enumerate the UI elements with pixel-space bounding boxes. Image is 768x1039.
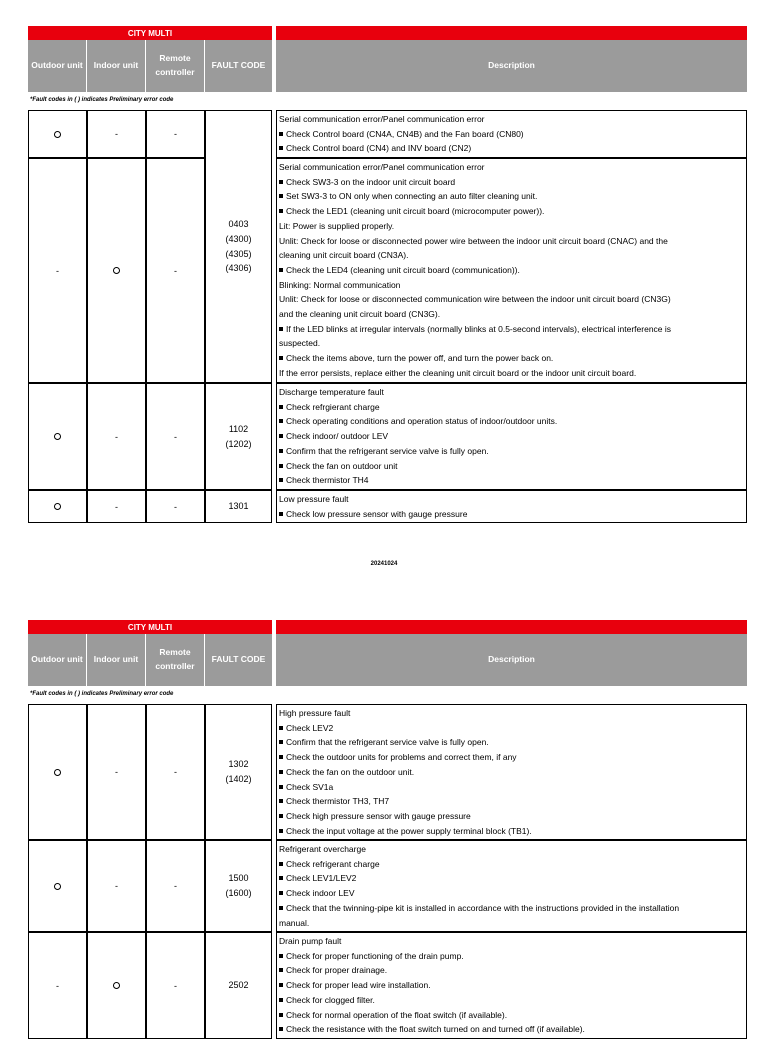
description-line xyxy=(279,901,745,916)
bullet-icon xyxy=(279,891,283,895)
description-line xyxy=(279,322,745,337)
description-text: Check that the twinning-pipe kit is installed in accordance with the instructions provided in the installation xyxy=(286,902,680,913)
bullet-icon xyxy=(279,770,283,774)
description-line xyxy=(279,963,745,978)
col-code-header: FAULT CODE xyxy=(205,634,272,686)
description-cell xyxy=(276,383,747,490)
bullet-icon xyxy=(279,829,283,833)
description-line xyxy=(279,735,745,750)
description-text: Check LEV1/LEV2 xyxy=(286,873,357,884)
preliminary-note: *Fault codes in ( ) indicates Preliminary error code xyxy=(30,691,174,697)
description-line xyxy=(279,750,745,765)
fault-code-cell xyxy=(205,110,272,383)
description-line xyxy=(279,112,745,127)
description-text: Check for proper functioning of the drain pump. xyxy=(286,950,464,961)
description-line xyxy=(279,842,745,857)
fault-code: 2502 xyxy=(228,980,249,991)
bullet-icon xyxy=(279,814,283,818)
dash-mark: - xyxy=(115,501,118,512)
bullet-icon xyxy=(279,862,283,866)
description-text: Confirm that the refrigerant service valve is fully open. xyxy=(286,445,489,456)
bullet-icon xyxy=(279,209,283,213)
table-cell-indoor xyxy=(87,158,146,383)
description-line xyxy=(279,263,745,278)
description-text: Drain pump fault xyxy=(279,936,342,946)
dash-mark: - xyxy=(174,265,177,276)
bullet-icon xyxy=(279,194,283,198)
dash-mark: - xyxy=(174,767,177,777)
fault-code-cell xyxy=(205,704,272,840)
col-desc-header: Description xyxy=(276,634,747,686)
table-cell-remote xyxy=(146,932,205,1039)
dash-mark: - xyxy=(115,881,118,891)
description-text: Check SV1a xyxy=(286,781,334,792)
bullet-icon xyxy=(279,876,283,880)
fault-code-cell xyxy=(205,932,272,1039)
description-text: Check the fan on outdoor unit xyxy=(286,460,398,471)
description-line xyxy=(279,160,745,175)
table-header xyxy=(28,26,747,92)
description-line xyxy=(279,857,745,872)
col-indoor-header: Indoor unit xyxy=(87,634,146,686)
col-desc-header: Description xyxy=(276,40,747,92)
description-text: cleaning unit circuit board (CN3A). xyxy=(279,250,409,261)
table-header xyxy=(28,620,747,686)
bullet-icon xyxy=(279,449,283,453)
description-text: Check refrgierant charge xyxy=(286,401,380,412)
bullet-icon xyxy=(279,512,283,516)
description-text: Check operating conditions and operation status of indoor/outdoor units. xyxy=(286,416,558,427)
description-line xyxy=(279,141,745,156)
description-text: Check the outdoor units for problems and correct them, if any xyxy=(286,752,517,763)
description-text: Check for proper lead wire installation. xyxy=(286,980,431,991)
table-cell-outdoor xyxy=(28,704,87,840)
description-text: Check the LED4 (cleaning unit circuit board (communication)). xyxy=(286,264,520,275)
brand-bar-right xyxy=(276,26,747,40)
description-cell xyxy=(276,490,747,523)
table-cell-outdoor xyxy=(28,840,87,932)
description-line xyxy=(279,706,745,721)
description-text: Unlit: Check for loose or disconnected communication wire between the indoor unit circuit board (CN3G) xyxy=(279,294,671,305)
description-line xyxy=(279,794,745,809)
fault-code-cell xyxy=(205,840,272,932)
description-text: Check for clogged filter. xyxy=(286,994,375,1005)
description-text: and the cleaning unit circuit board (CN3G). xyxy=(279,309,441,320)
description-text: suspected. xyxy=(279,338,321,349)
description-text: Check Control board (CN4A, CN4B) and the Fan board (CN80) xyxy=(286,128,524,139)
description-line xyxy=(279,1022,745,1037)
brand-bar: CITY MULTI xyxy=(28,26,272,40)
bullet-icon xyxy=(279,968,283,972)
col-remote-header: Remote controller xyxy=(146,634,205,686)
bullet-icon xyxy=(279,268,283,272)
description-line xyxy=(279,307,745,322)
description-text: Serial communication error/Panel communication error xyxy=(279,162,485,172)
description-text: Check for proper drainage. xyxy=(286,965,388,976)
table-cell-outdoor xyxy=(28,383,87,490)
fault-code-cell xyxy=(205,383,272,490)
table-cell-remote xyxy=(146,490,205,523)
description-line xyxy=(279,189,745,204)
description-text: Check the fan on the outdoor unit. xyxy=(286,766,415,777)
description-line xyxy=(279,780,745,795)
fault-code: 0403 (4300) (4305) (4306) xyxy=(225,218,252,274)
description-line xyxy=(279,507,745,522)
description-text: Check Control board (CN4) and INV board (CN2) xyxy=(286,143,472,154)
table-cell-outdoor xyxy=(28,490,87,523)
bullet-icon xyxy=(279,356,283,360)
description-text: Check thermistor TH3, TH7 xyxy=(286,796,390,807)
description-text: Unlit: Check for loose or disconnected power wire between the indoor unit circuit board (CNAC) and the xyxy=(279,235,668,246)
table-cell-remote xyxy=(146,704,205,840)
dash-mark: - xyxy=(115,431,118,442)
dash-mark: - xyxy=(174,980,177,991)
description-line xyxy=(279,175,745,190)
description-text: If the LED blinks at irregular intervals (normally blinks at 0.5-second intervals), electrical interference is xyxy=(286,323,672,334)
bullet-icon xyxy=(279,146,283,150)
bullet-icon xyxy=(279,1013,283,1017)
description-text: If the error persists, replace either the cleaning unit circuit board or the indoor unit circuit board. xyxy=(279,367,637,378)
description-text: Check high pressure sensor with gauge pressure xyxy=(286,810,471,821)
bullet-icon xyxy=(279,327,283,331)
description-line xyxy=(279,993,745,1008)
fault-code: 1301 xyxy=(228,501,249,512)
table-cell-indoor xyxy=(87,110,146,158)
col-code-header: FAULT CODE xyxy=(205,40,272,92)
description-text: Check the LED1 (cleaning unit circuit board (microcomputer power)). xyxy=(286,206,545,217)
bullet-icon xyxy=(279,180,283,184)
description-line xyxy=(279,429,745,444)
bullet-icon xyxy=(279,785,283,789)
bullet-icon xyxy=(279,726,283,730)
table-cell-remote xyxy=(146,840,205,932)
description-text: Check indoor/ outdoor LEV xyxy=(286,431,389,442)
circle-mark-icon xyxy=(54,433,61,440)
description-line xyxy=(279,204,745,219)
bullet-icon xyxy=(279,405,283,409)
description-text: Check refrigerant charge xyxy=(286,858,380,869)
description-text: High pressure fault xyxy=(279,708,351,718)
description-text: Serial communication error/Panel communication error xyxy=(279,114,485,124)
description-text: Check thermistor TH4 xyxy=(286,475,369,486)
col-outdoor-header: Outdoor unit xyxy=(28,40,87,92)
description-text: Check for normal operation of the float switch (if available). xyxy=(286,1009,508,1020)
description-text: Low pressure fault xyxy=(279,494,349,504)
col-remote-header: Remote controller xyxy=(146,40,205,92)
description-line xyxy=(279,292,745,307)
bullet-icon xyxy=(279,434,283,438)
circle-mark-icon xyxy=(54,769,61,776)
description-line xyxy=(279,336,745,351)
bullet-icon xyxy=(279,464,283,468)
description-line xyxy=(279,366,745,381)
table-cell-remote xyxy=(146,383,205,490)
circle-mark-icon xyxy=(54,503,61,510)
table-cell-outdoor xyxy=(28,932,87,1039)
description-line xyxy=(279,721,745,736)
table-cell-outdoor xyxy=(28,158,87,383)
bullet-icon xyxy=(279,998,283,1002)
description-line xyxy=(279,278,745,293)
description-text: manual. xyxy=(279,917,310,928)
description-text: Check LEV2 xyxy=(286,722,334,733)
description-line xyxy=(279,916,745,931)
description-cell xyxy=(276,704,747,840)
description-text: Refrigerant overcharge xyxy=(279,844,366,854)
description-line xyxy=(279,824,745,839)
dash-mark: - xyxy=(56,265,59,276)
circle-mark-icon xyxy=(113,267,120,274)
description-text: Check the items above, turn the power off, and turn the power back on. xyxy=(286,353,554,364)
table-cell-indoor xyxy=(87,840,146,932)
fault-code: 1302 (1402) xyxy=(225,759,252,784)
description-line xyxy=(279,934,745,949)
brand-bar: CITY MULTI xyxy=(28,620,272,634)
bullet-icon xyxy=(279,799,283,803)
description-line xyxy=(279,492,745,507)
description-line xyxy=(279,765,745,780)
dash-mark: - xyxy=(115,129,118,139)
table-cell-indoor xyxy=(87,490,146,523)
dash-mark: - xyxy=(174,881,177,891)
circle-mark-icon xyxy=(54,131,61,138)
description-line xyxy=(279,444,745,459)
fault-table-page-2 xyxy=(28,620,747,1035)
description-line xyxy=(279,351,745,366)
brand-bar-right xyxy=(276,620,747,634)
description-cell xyxy=(276,110,747,158)
table-cell-remote xyxy=(146,110,205,158)
table-cell-outdoor xyxy=(28,110,87,158)
dash-mark: - xyxy=(174,501,177,512)
table-cell-remote xyxy=(146,158,205,383)
description-line xyxy=(279,219,745,234)
bullet-icon xyxy=(279,755,283,759)
description-text: Check low pressure sensor with gauge pressure xyxy=(286,508,468,519)
dash-mark: - xyxy=(56,980,59,991)
document-date: 20241024 xyxy=(370,561,398,567)
table-cell-indoor xyxy=(87,383,146,490)
table-cell-indoor xyxy=(87,704,146,840)
description-line xyxy=(279,248,745,263)
bullet-icon xyxy=(279,954,283,958)
description-line xyxy=(279,978,745,993)
bullet-icon xyxy=(279,1027,283,1031)
bullet-icon xyxy=(279,132,283,136)
description-line xyxy=(279,127,745,142)
description-text: Check SW3-3 on the indoor unit circuit board xyxy=(286,176,456,187)
description-line xyxy=(279,1008,745,1023)
description-line xyxy=(279,414,745,429)
description-line xyxy=(279,871,745,886)
description-text: Discharge temperature fault xyxy=(279,387,384,397)
description-line xyxy=(279,886,745,901)
fault-code: 1102 (1202) xyxy=(225,423,252,449)
description-text: Check the input voltage at the power supply terminal block (TB1). xyxy=(286,825,532,836)
description-text: Set SW3-3 to ON only when connecting an auto filter cleaning unit. xyxy=(286,191,538,202)
description-cell xyxy=(276,932,747,1039)
description-line xyxy=(279,400,745,415)
preliminary-note: *Fault codes in ( ) indicates Preliminary error code xyxy=(30,97,174,103)
description-text: Blinking: Normal communication xyxy=(279,279,401,290)
description-text: Lit: Power is supplied properly. xyxy=(279,220,395,231)
dash-mark: - xyxy=(174,129,177,139)
fault-table-page-1 xyxy=(28,26,747,526)
description-text: Confirm that the refrigerant service valve is fully open. xyxy=(286,737,489,748)
circle-mark-icon xyxy=(113,982,120,989)
bullet-icon xyxy=(279,419,283,423)
bullet-icon xyxy=(279,906,283,910)
col-outdoor-header: Outdoor unit xyxy=(28,634,87,686)
fault-code-cell xyxy=(205,490,272,523)
description-line xyxy=(279,234,745,249)
table-cell-indoor xyxy=(87,932,146,1039)
description-text: Check the resistance with the float switch turned on and turned off (if available). xyxy=(286,1024,585,1035)
description-cell xyxy=(276,158,747,383)
bullet-icon xyxy=(279,740,283,744)
description-line xyxy=(279,949,745,964)
description-line xyxy=(279,459,745,474)
bullet-icon xyxy=(279,478,283,482)
description-line xyxy=(279,809,745,824)
description-cell xyxy=(276,840,747,932)
description-text: Check indoor LEV xyxy=(286,888,355,899)
description-line xyxy=(279,385,745,400)
bullet-icon xyxy=(279,983,283,987)
circle-mark-icon xyxy=(54,883,61,890)
col-indoor-header: Indoor unit xyxy=(87,40,146,92)
fault-code: 1500 (1600) xyxy=(225,873,252,898)
dash-mark: - xyxy=(174,431,177,442)
dash-mark: - xyxy=(115,767,118,777)
description-line xyxy=(279,473,745,488)
